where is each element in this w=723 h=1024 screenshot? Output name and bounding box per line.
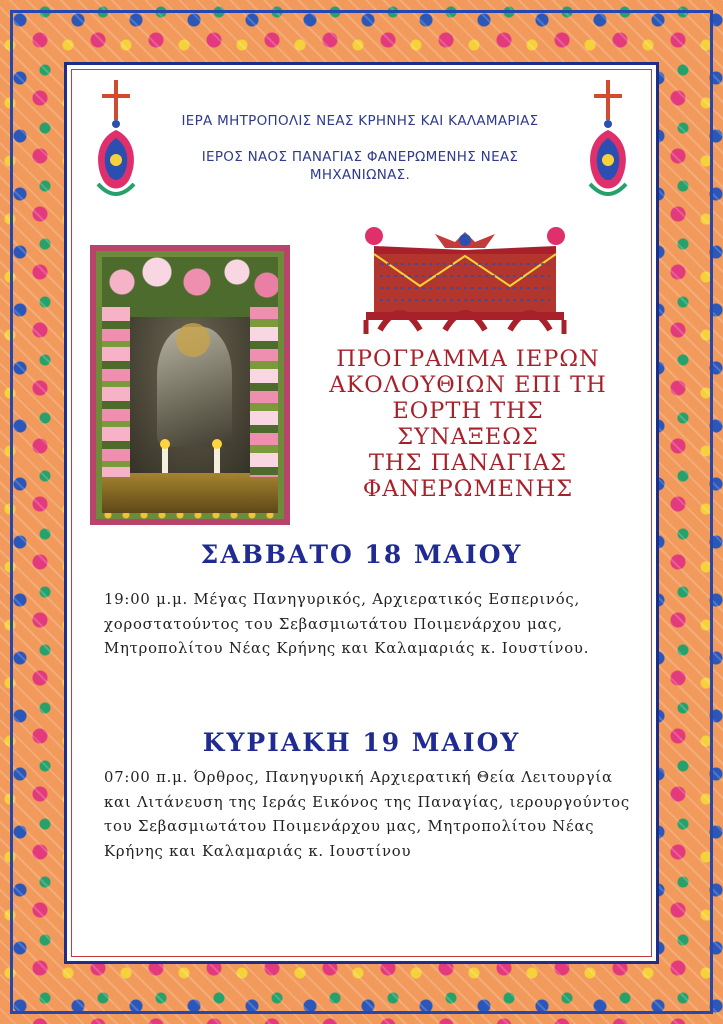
day-heading-saturday: ΣΑΒΒΑΤΟ 18 ΜΑΙΟΥ	[200, 540, 523, 569]
service-description-sunday: 07:00 π.μ. Όρθρος, Πανηγυρική Αρχιερατική Θεία Λειτουργία και Λιτάνευση της Ιεράς Εικόνος της Παναγίας, ιερουργούντος του Σεβασμιωτάτου Ποιμενάρχου μας, Μητροπολίτου Νέας Κρήνης και Καλαμαριάς κ. Ιουστίνου	[104, 769, 630, 860]
cross-ornament-right-icon	[580, 78, 636, 208]
program-title	[318, 346, 618, 502]
title-line-1: ΠΡΟΓΡΑΜΜΑ ΙΕΡΩΝ	[336, 346, 600, 372]
service-description-saturday: 19:00 μ.μ. Μέγας Πανηγυρικός, Αρχιερατικός Εσπερινός, χοροστατούντος του Σεβασμιωτάτου Ποιμενάρχου μας, Μητροπολίτου Νέας Κρήνης και Καλαμαριάς κ. Ιουστίνου.	[104, 591, 590, 657]
title-line-2: ΑΚΟΛΟΥΘΙΩΝ ΕΠΙ ΤΗ	[329, 372, 607, 398]
title-line-4: ΤΗΣ ΠΑΝΑΓΙΑΣ	[368, 450, 568, 476]
metropolis-name: ΙΕΡΑ ΜΗΤΡΟΠΟΛΙΣ ΝΕΑΣ ΚΡΗΝΗΣ ΚΑΙ ΚΑΛΑΜΑΡΙΑΣ	[181, 113, 539, 129]
virgin-mary-icon-image	[90, 245, 290, 525]
cross-ornament-left-icon	[88, 78, 144, 208]
title-line-3: ΕΟΡΤΗ ΤΗΣ ΣΥΝΑΞΕΩΣ	[392, 398, 544, 450]
church-name: ΙΕΡΟΣ ΝΑΟΣ ΠΑΝΑΓΙΑΣ ΦΑΝΕΡΩΜΕΝΗΣ ΝΕΑΣ ΜΗΧΑΝΙΩΝΑΣ.	[201, 149, 519, 183]
header	[160, 112, 560, 184]
epitaph-ornament-icon	[360, 224, 570, 336]
title-line-5: ΦΑΝΕΡΩΜΕΝΗΣ	[362, 476, 574, 502]
day-heading-sunday: ΚΥΡΙΑΚΗ 19 ΜΑΙΟΥ	[202, 728, 521, 757]
